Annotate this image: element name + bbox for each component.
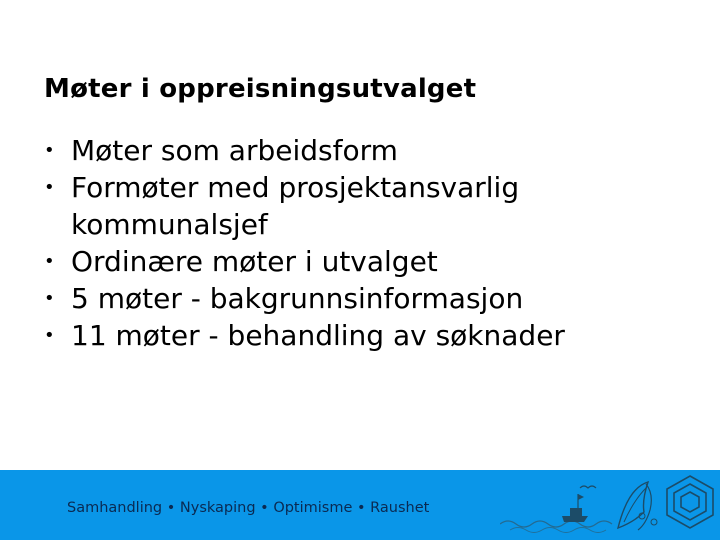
bullet-text: Møter som arbeidsform xyxy=(71,134,398,167)
bullet-text: 5 møter - bakgrunnsinformasjon xyxy=(71,282,524,315)
bullet-text: 11 møter - behandling av søknader xyxy=(71,319,565,352)
bullet-icon: • xyxy=(44,325,55,346)
bullet-icon: • xyxy=(44,288,55,309)
footer-slogan: Samhandling • Nyskaping • Optimisme • Raushet xyxy=(67,500,430,516)
bullet-list xyxy=(44,132,684,354)
list-item xyxy=(44,280,684,317)
coastal-municipality-logo-icon xyxy=(500,470,720,540)
slide-title: Møter i oppreisningsutvalget xyxy=(44,74,477,104)
footer-bar xyxy=(0,470,720,540)
bullet-text: Ordinære møter i utvalget xyxy=(71,245,438,278)
bullet-icon: • xyxy=(44,140,55,161)
list-item xyxy=(44,169,684,243)
list-item xyxy=(44,243,684,280)
bullet-icon: • xyxy=(44,177,55,198)
list-item xyxy=(44,132,684,169)
bullet-icon: • xyxy=(44,251,55,272)
list-item xyxy=(44,317,684,354)
bullet-text: Formøter med prosjektansvarlig kommunalsjef xyxy=(71,171,520,241)
